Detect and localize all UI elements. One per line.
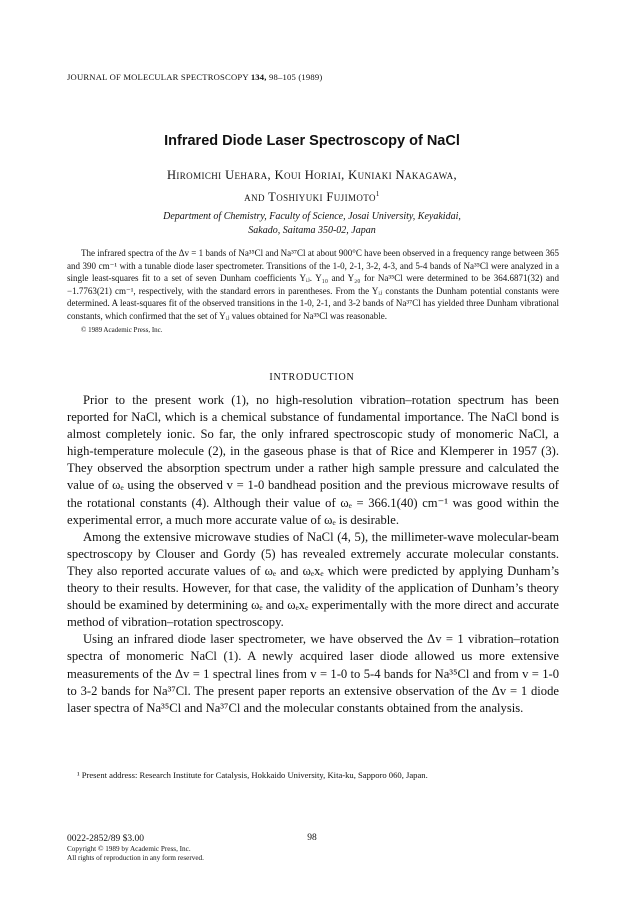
abstract-copyright: © 1989 Academic Press, Inc. bbox=[81, 325, 163, 334]
footnote bbox=[67, 770, 559, 781]
journal-name: JOURNAL OF MOLECULAR SPECTROSCOPY bbox=[67, 72, 249, 82]
author-line-2-text: and Toshiyuki Fujimoto bbox=[244, 190, 376, 205]
paragraph-1: Prior to the present work (1), no high-resolution vibration–rotation spectrum has been reported for NaCl, which is a chemical substance of fundamental importance. The NaCl bond is almost completely ionic. So far, the only infrared spectroscopic study of monomeric NaCl, a high-temperature molecule (2), in the gaseous phase is that of Rice and Klemperer in 1957 (3). They observed the absorption spectrum under a rather high sample pressure and calculated the value of ωₑ using the observed v = 1-0 bandhead position and the previous microwave results of the rotational constants (4). Although their value of ωₑ = 366.1(40) cm⁻¹ was good within the experimental error, a much more accurate value of ωₑ is desirable. bbox=[67, 393, 559, 527]
paragraph-3: Using an infrared diode laser spectrometer, we have observed the Δv = 1 vibration–rotation spectra of monomeric NaCl (1). A newly acquired laser diode allowed us more extensive measurements of the Δv = 1 spectral lines from v = 1-0 to 5-4 bands for Na³⁵Cl and from v = 1-0 to 3-2 bands for Na³⁷Cl. The present paper reports an extensive observation of the Δv = 1 diode laser spectra of Na³⁵Cl and Na³⁷Cl and the molecular constants obtained from the analysis. bbox=[67, 632, 559, 715]
author-line-1: Hiromichi Uehara, Koui Horiai, Kuniaki Nakagawa, bbox=[166, 168, 458, 182]
page-number: 98 bbox=[307, 833, 317, 843]
body-text bbox=[67, 392, 559, 717]
affiliation-line-2: Sakado, Saitama 350-02, Japan bbox=[248, 225, 376, 236]
section-heading: INTRODUCTION bbox=[269, 372, 355, 383]
pub-copyright: Copyright © 1989 by Academic Press, Inc. bbox=[67, 845, 191, 853]
abstract bbox=[67, 247, 559, 336]
affiliation bbox=[60, 210, 564, 238]
journal-volume: 134, bbox=[250, 72, 267, 82]
paragraph-2: Among the extensive microwave studies of NaCl (4, 5), the millimeter-wave molecular-beam spectroscopy by Clouser and Gordy (5) has revealed extremely accurate molecular constants. They also reported accurate values of ωₑ and ωₑxₑ which were predicted by applying Dunham’s theory to their results. However, for that case, the validity of the application of Dunham’s theory should be examined by determining ωₑ and ωₑxₑ experimentally with the more direct and accurate method of vibration–rotation spectroscopy. bbox=[67, 529, 559, 630]
paper-title: Infrared Diode Laser Spectroscopy of NaCl bbox=[164, 133, 460, 149]
journal-header bbox=[67, 72, 547, 82]
journal-pages-year: 98–105 (1989) bbox=[269, 72, 323, 82]
affiliation-line-1: Department of Chemistry, Faculty of Science, Josai University, Keyakidai, bbox=[163, 211, 461, 222]
author-line-2 bbox=[60, 185, 564, 207]
author-footnote-mark: 1 bbox=[375, 190, 380, 198]
footnote-text: ¹ Present address: Research Institute for Catalysis, Hokkaido University, Kita-ku, Sapporo 060, Japan. bbox=[77, 770, 428, 780]
author-list bbox=[60, 166, 564, 207]
pub-code: 0022-2852/89 $3.00 bbox=[67, 834, 145, 844]
pub-rights: All rights of reproduction in any form reserved. bbox=[67, 854, 204, 863]
abstract-text: The infrared spectra of the Δv = 1 bands of Na³⁵Cl and Na³⁷Cl at about 900°C have been observed in a frequency range between 365 and 390 cm⁻¹ with a tunable diode laser spectrometer. Transitions of the 1-0, 2-1, 3-2, 4-3, and 5-4 bands of Na³⁵Cl were analyzed in a single least-squares fit to a set of seven Dunham coefficients Yᵢⱼ. Y₁₀ and Y₂₀ for Na³⁵Cl were determined to be 364.6871(32) and −1.7763(21) cm⁻¹, respectively, with the standard errors in parentheses. From the Yᵢⱼ constants the Dunham potential constants were determined. A least-squares fit of the observed transitions in the 1-0, 2-1, and 3-2 bands of Na³⁷Cl has yielded three Dunham vibrational constants, which confirmed that the set of Yᵢⱼ values obtained for Na³⁵Cl was reasonable. bbox=[67, 248, 559, 321]
